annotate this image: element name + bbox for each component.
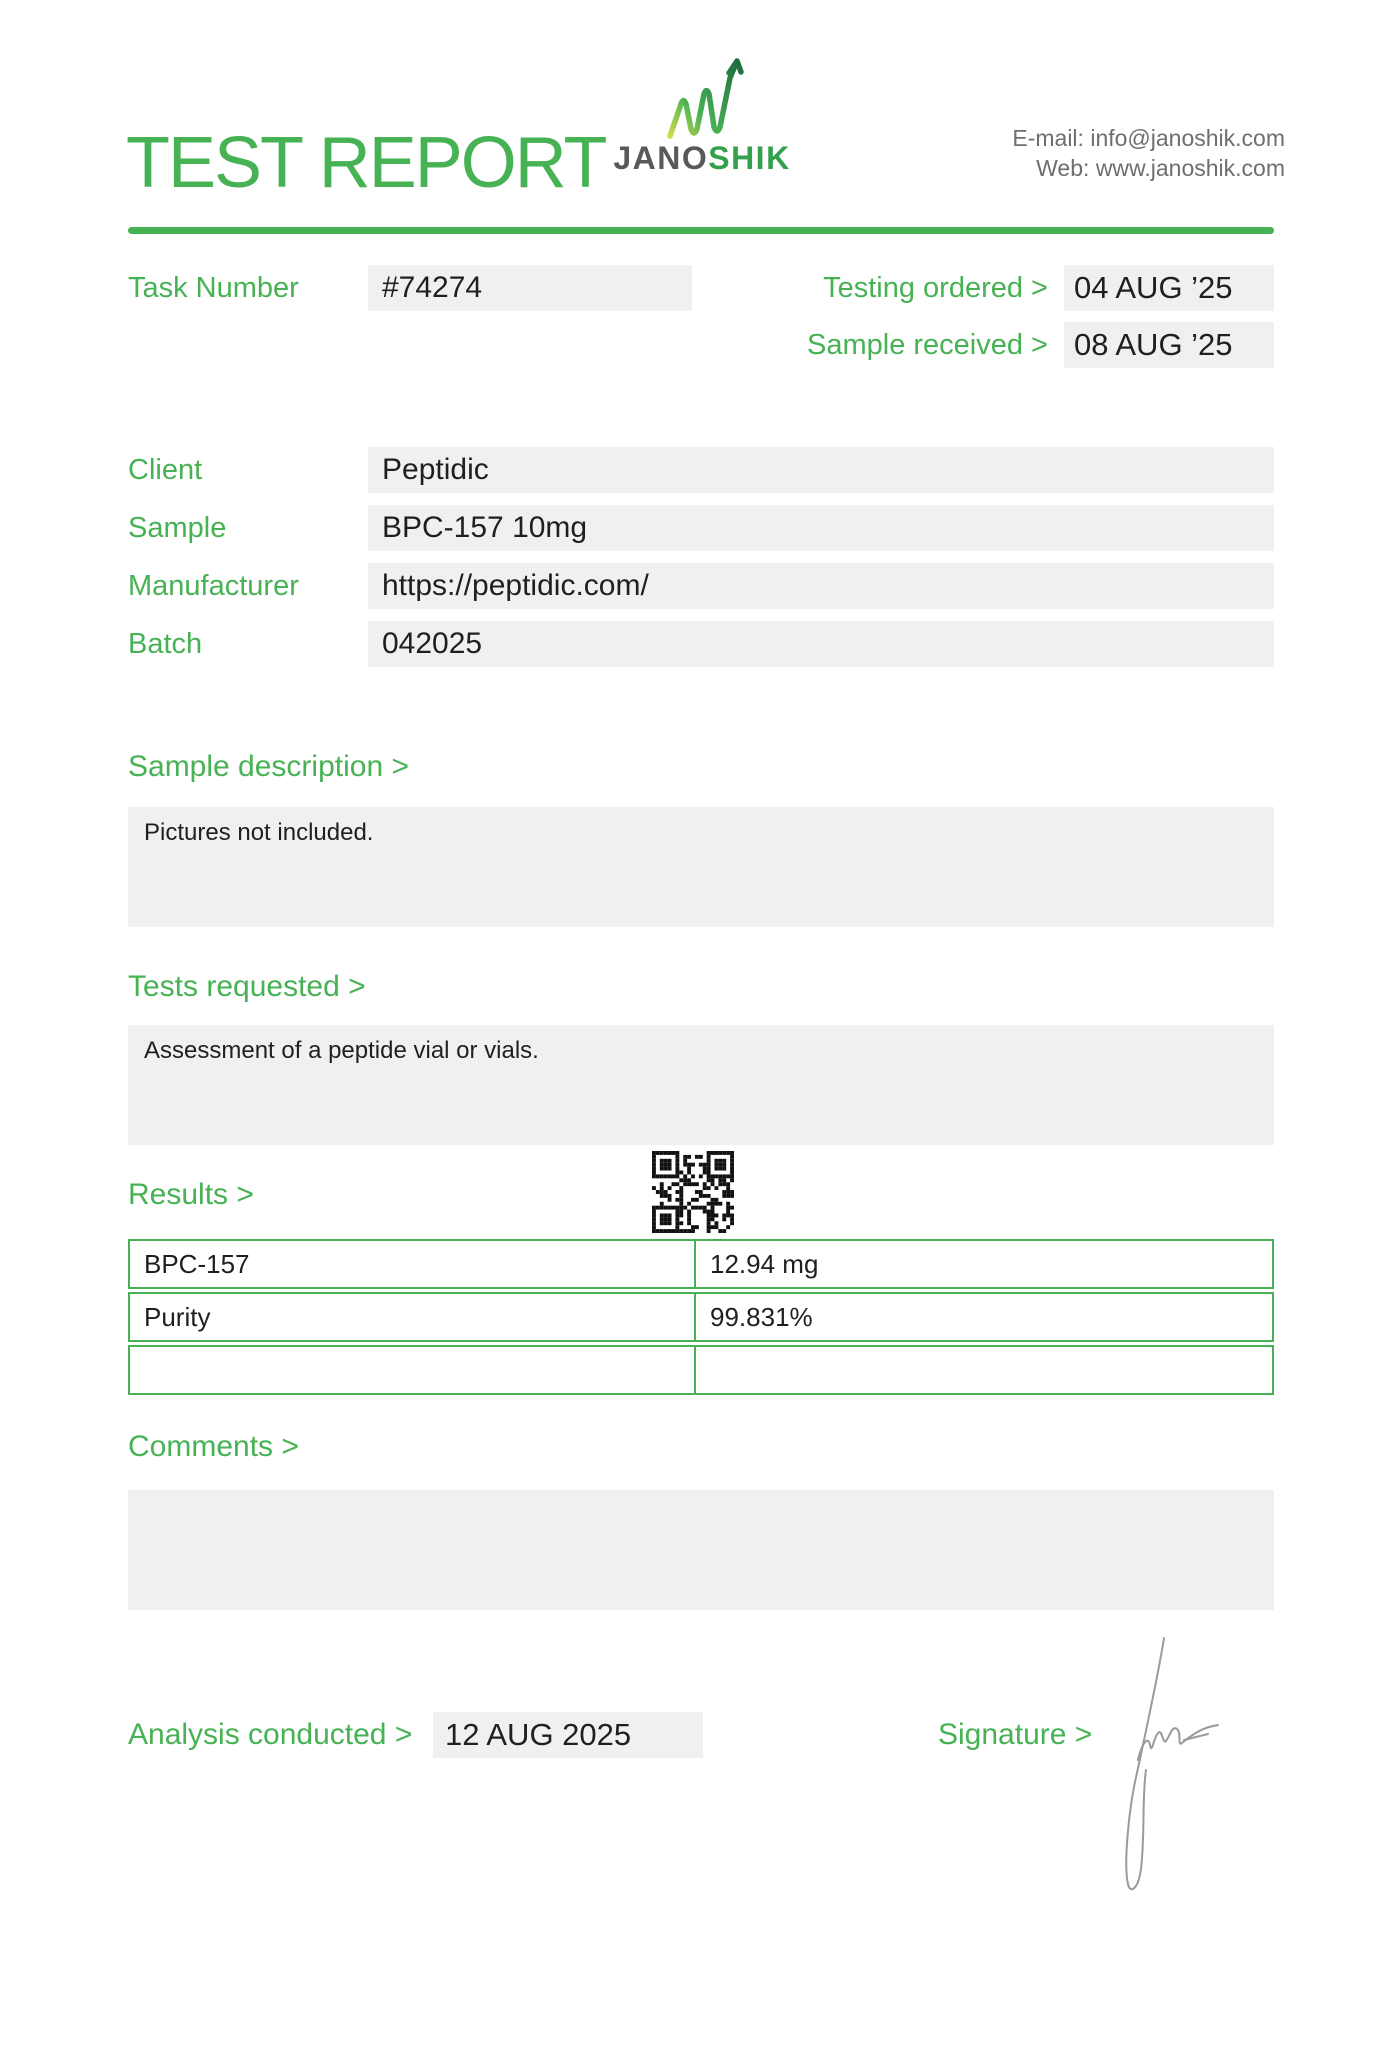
batch-label: Batch [128, 628, 203, 660]
contact-email-line [1012, 123, 1285, 153]
batch-value: 042025 [368, 621, 1274, 667]
sample-value: BPC-157 10mg [368, 505, 1274, 551]
signature-label: Signature > [938, 1718, 1093, 1751]
qr-code [652, 1151, 734, 1233]
web-label: Web: [1036, 155, 1090, 181]
comments-box [128, 1490, 1274, 1610]
analysis-conducted-label: Analysis conducted > [128, 1718, 413, 1751]
result-name: Purity [130, 1294, 696, 1340]
sample-description-heading: Sample description > [128, 750, 409, 783]
email-value: info@janoshik.com [1090, 125, 1285, 151]
result-name: BPC-157 [130, 1241, 696, 1287]
table-row [128, 1345, 1274, 1395]
table-row [128, 1292, 1274, 1342]
sample-description-box [128, 807, 1274, 927]
results-table [128, 1239, 1274, 1398]
result-value: 12.94 mg [710, 1249, 819, 1279]
task-number-label: Task Number [128, 272, 299, 304]
client-value: Peptidic [368, 447, 1274, 493]
contact-web-line [1012, 153, 1285, 183]
tests-requested-box [128, 1025, 1274, 1145]
logo-wordmark [596, 140, 808, 177]
sample-label: Sample [128, 512, 227, 544]
comments-heading: Comments > [128, 1430, 299, 1463]
web-value: www.janoshik.com [1095, 155, 1285, 181]
client-label: Client [128, 454, 203, 486]
result-name [130, 1347, 696, 1393]
sample-received-value: 08 AUG ’25 [1064, 322, 1274, 368]
logo-word-dark: JANO [613, 140, 709, 176]
result-value: 99.831% [710, 1302, 813, 1332]
header-divider [128, 227, 1274, 234]
results-heading: Results > [128, 1178, 254, 1211]
table-row [128, 1239, 1274, 1289]
testing-ordered-label: Testing ordered > [823, 272, 1048, 304]
sample-received-label: Sample received > [807, 329, 1048, 361]
task-number-value: #74274 [368, 265, 692, 311]
sample-description-text: Pictures not included. [144, 819, 374, 846]
result-value [696, 1347, 1272, 1393]
testing-ordered-value: 04 AUG ’25 [1064, 265, 1274, 311]
manufacturer-label: Manufacturer [128, 570, 299, 602]
manufacturer-value: https://peptidic.com/ [368, 563, 1274, 609]
email-label: E-mail: [1012, 125, 1084, 151]
analysis-date-value: 12 AUG 2025 [433, 1712, 703, 1758]
contact-block [1012, 123, 1285, 183]
logo-word-green: SHIK [708, 140, 791, 176]
tests-requested-heading: Tests requested > [128, 970, 366, 1003]
logo-chart-icon [666, 56, 748, 142]
signature-scribble [1118, 1632, 1293, 1917]
page-title: TEST REPORT [126, 123, 606, 203]
tests-requested-text: Assessment of a peptide vial or vials. [144, 1037, 539, 1064]
